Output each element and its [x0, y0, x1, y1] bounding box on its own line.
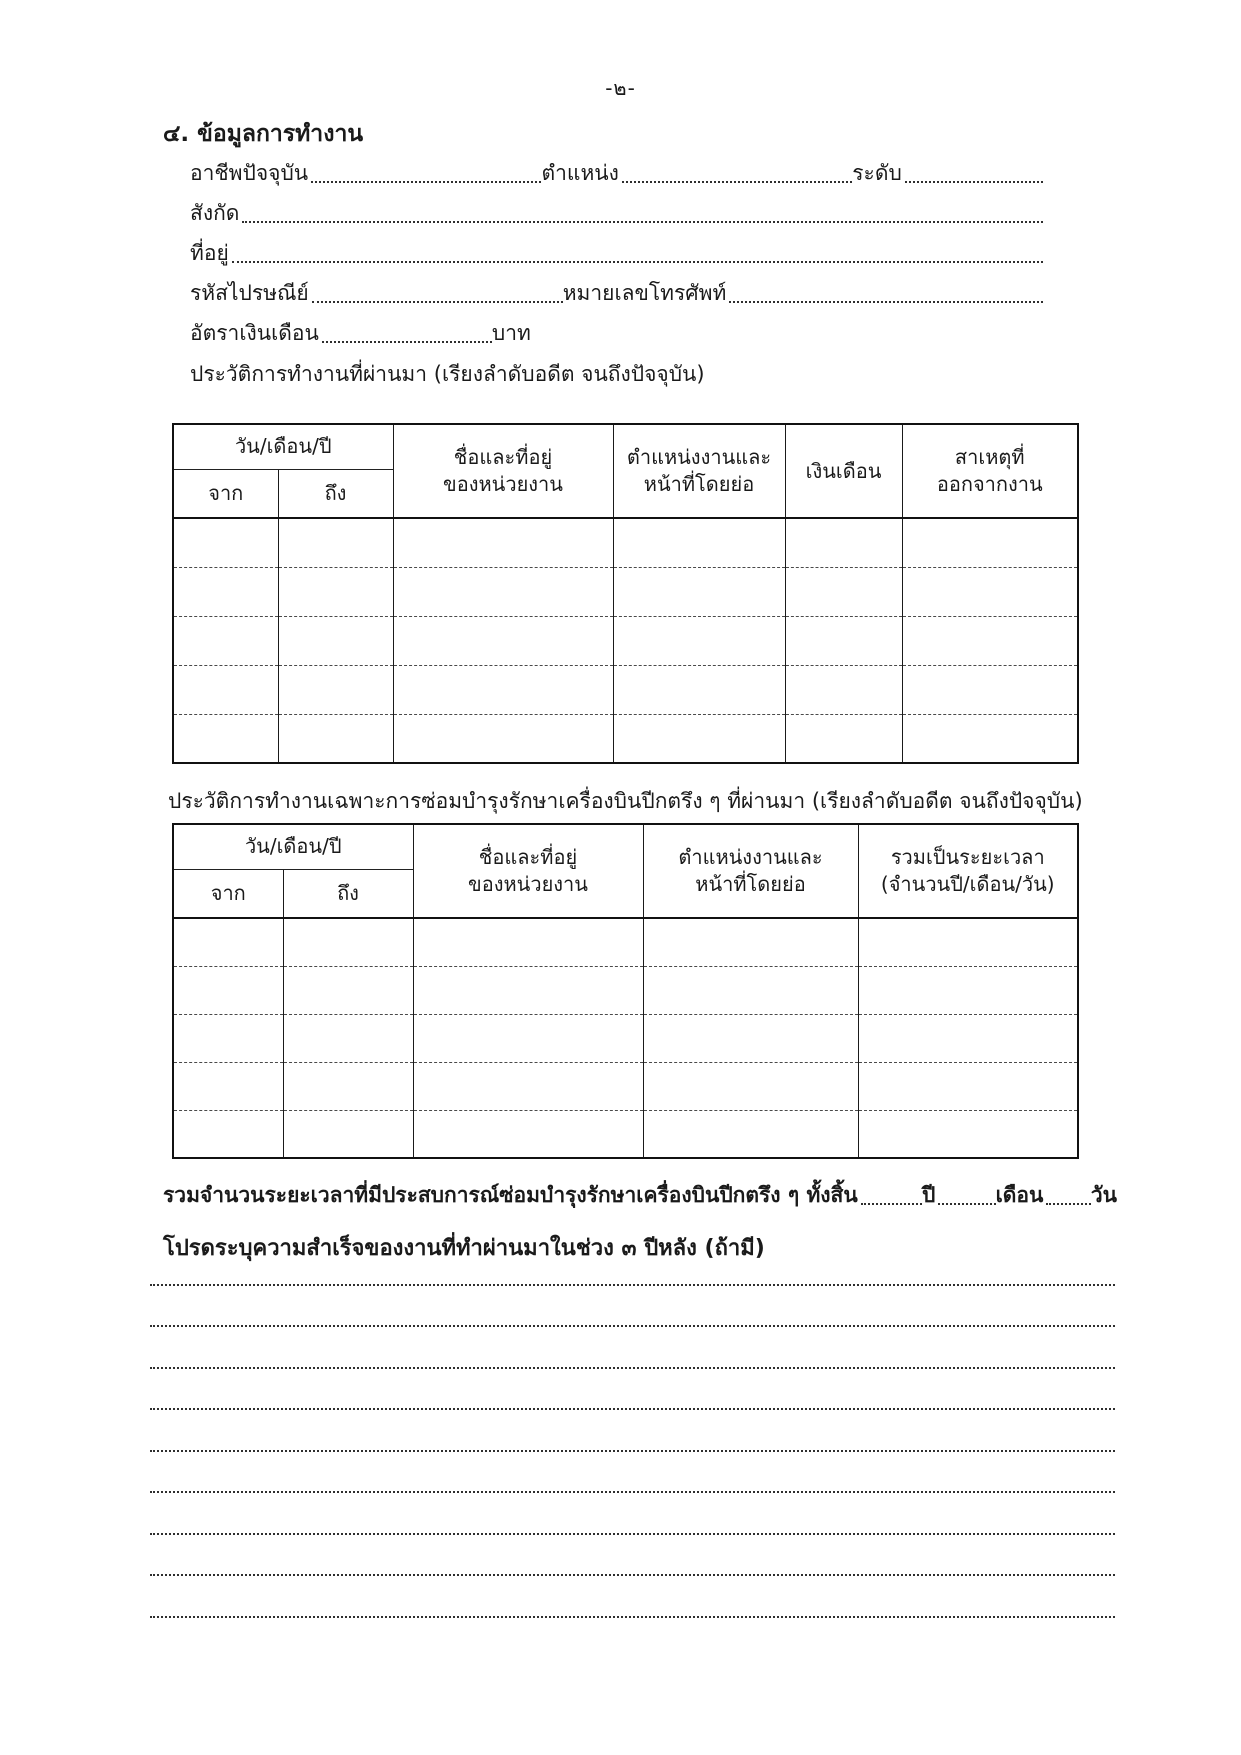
empty-cell: [173, 1014, 283, 1062]
empty-cell: [173, 518, 278, 567]
empty-cell: [278, 518, 393, 567]
header-from: จาก: [173, 869, 283, 918]
empty-cell: [173, 714, 278, 763]
header-position-line1: ตำแหน่งงานและ: [678, 845, 823, 869]
empty-cell: [413, 966, 643, 1014]
header-row: [173, 424, 1078, 469]
empty-cell: [613, 714, 785, 763]
months-label: เดือน: [995, 1183, 1044, 1207]
empty-cell: [278, 616, 393, 665]
table-row: [173, 567, 1078, 616]
months-fill-line: [938, 1203, 995, 1205]
telephone-fill-line: [729, 301, 1043, 303]
empty-cell: [858, 1110, 1078, 1158]
table-row: [173, 518, 1078, 567]
empty-cell: [283, 1062, 413, 1110]
writing-line: [150, 1244, 1115, 1286]
empty-cell: [393, 665, 613, 714]
empty-cell: [643, 918, 858, 966]
field-row-address: [190, 228, 1043, 268]
header-position: [643, 824, 858, 918]
writing-line: [150, 1452, 1115, 1494]
writing-line: [150, 1369, 1115, 1411]
empty-cell: [902, 616, 1078, 665]
experience-summary-text: รวมจำนวนระยะเวลาที่มีประสบการณ์ซ่อมบำรุงรักษาเครื่องบินปีกตรึง ๆ ทั้งสิ้น: [163, 1183, 858, 1207]
empty-cell: [283, 966, 413, 1014]
postal-code-label: รหัสไปรษณีย์: [190, 281, 309, 305]
empty-cell: [173, 1110, 283, 1158]
empty-cell: [643, 1062, 858, 1110]
position-fill-line: [622, 181, 852, 183]
empty-cell: [393, 714, 613, 763]
writing-line: [150, 1535, 1115, 1577]
table-row: [173, 918, 1078, 966]
achievements-writing-area: [150, 1244, 1115, 1618]
table-row: [173, 966, 1078, 1014]
empty-cell: [413, 1014, 643, 1062]
days-fill-line: [1046, 1203, 1090, 1205]
empty-cell: [613, 616, 785, 665]
salary-label: อัตราเงินเดือน: [190, 321, 319, 345]
empty-cell: [278, 665, 393, 714]
header-date-group: วัน/เดือน/ปี: [173, 824, 413, 869]
header-organization: [393, 424, 613, 518]
empty-cell: [613, 518, 785, 567]
empty-cell: [283, 1014, 413, 1062]
empty-cell: [643, 966, 858, 1014]
empty-cell: [173, 1062, 283, 1110]
empty-cell: [785, 665, 902, 714]
empty-cell: [393, 616, 613, 665]
table-row: [173, 616, 1078, 665]
occupation-label: อาชีพปัจจุบัน: [190, 161, 309, 185]
header-to: ถึง: [278, 469, 393, 518]
empty-cell: [613, 665, 785, 714]
writing-line: [150, 1327, 1115, 1369]
empty-cell: [173, 567, 278, 616]
salary-fill-line: [322, 341, 492, 343]
address-label: ที่อยู่: [190, 241, 229, 265]
empty-cell: [902, 714, 1078, 763]
affiliation-label: สังกัด: [190, 201, 240, 225]
header-row: [173, 824, 1078, 869]
empty-cell: [393, 518, 613, 567]
empty-cell: [413, 1110, 643, 1158]
maintenance-history-table: [172, 823, 1079, 1159]
header-organization-line2: ของหน่วยงาน: [468, 872, 588, 896]
header-reason-line2: ออกจากงาน: [936, 472, 1043, 496]
achievements-heading: โปรดระบุความสำเร็จของงานที่ทำผ่านมาในช่วง ๓ ปีหลัง (ถ้ามี): [163, 1236, 765, 1261]
header-to: ถึง: [283, 869, 413, 918]
field-row-affiliation: [190, 188, 1043, 228]
header-organization-line1: ชื่อและที่อยู่: [478, 845, 578, 869]
empty-cell: [173, 665, 278, 714]
position-label: ตำแหน่ง: [541, 161, 619, 185]
experience-summary-line: [163, 1180, 1120, 1210]
empty-cell: [785, 714, 902, 763]
level-label: ระดับ: [852, 161, 902, 185]
header-salary: เงินเดือน: [785, 424, 902, 518]
empty-cell: [173, 966, 283, 1014]
header-position-line2: หน้าที่โดยย่อ: [695, 872, 806, 896]
telephone-label: หมายเลขโทรศัพท์: [562, 281, 727, 305]
empty-cell: [902, 665, 1078, 714]
empty-cell: [278, 567, 393, 616]
writing-line: [150, 1286, 1115, 1328]
maintenance-history-body: [173, 918, 1078, 1158]
empty-cell: [413, 1062, 643, 1110]
header-duration-line1: รวมเป็นระยะเวลา: [890, 845, 1045, 869]
empty-cell: [785, 616, 902, 665]
empty-cell: [393, 567, 613, 616]
table-row: [173, 1014, 1078, 1062]
table-row: [173, 714, 1078, 763]
work-history-table: [172, 423, 1079, 764]
empty-cell: [858, 1014, 1078, 1062]
empty-cell: [173, 918, 283, 966]
work-history-title: ประวัติการทำงานที่ผ่านมา (เรียงลำดับอดีต จนถึงปัจจุบัน): [190, 362, 705, 386]
years-fill-line: [861, 1203, 922, 1205]
empty-cell: [283, 1110, 413, 1158]
empty-cell: [858, 966, 1078, 1014]
empty-cell: [902, 518, 1078, 567]
field-row-postal-phone: [190, 268, 1043, 308]
field-row-occupation: [190, 148, 1043, 188]
empty-cell: [785, 567, 902, 616]
header-duration-line2: (จำนวนปี/เดือน/วัน): [880, 872, 1055, 896]
empty-cell: [278, 714, 393, 763]
work-info-fields: [190, 148, 1043, 348]
empty-cell: [858, 1062, 1078, 1110]
header-from: จาก: [173, 469, 278, 518]
table-row: [173, 1110, 1078, 1158]
empty-cell: [902, 567, 1078, 616]
header-position-line1: ตำแหน่งงานและ: [626, 445, 772, 469]
address-fill-line: [232, 261, 1043, 263]
header-position-line2: หน้าที่โดยย่อ: [643, 472, 755, 496]
field-row-salary: [190, 308, 1043, 348]
empty-cell: [173, 616, 278, 665]
work-history-body: [173, 518, 1078, 763]
empty-cell: [643, 1014, 858, 1062]
table-row: [173, 665, 1078, 714]
header-organization-line1: ชื่อและที่อยู่: [453, 445, 553, 469]
header-date-group: วัน/เดือน/ปี: [173, 424, 393, 469]
header-organization-line2: ของหน่วยงาน: [443, 472, 563, 496]
empty-cell: [413, 918, 643, 966]
postal-code-fill-line: [312, 301, 563, 303]
maintenance-history-title: ประวัติการทำงานเฉพาะการซ่อมบำรุงรักษาเครื่องบินปีกตรึง ๆ ที่ผ่านมา (เรียงลำดับอดีต จนถึงปัจจุบัน): [168, 789, 1083, 813]
section-title: ๔. ข้อมูลการทำงาน: [163, 121, 364, 147]
empty-cell: [613, 567, 785, 616]
empty-cell: [643, 1110, 858, 1158]
header-duration: [858, 824, 1078, 918]
header-organization: [413, 824, 643, 918]
empty-cell: [283, 918, 413, 966]
writing-line: [150, 1410, 1115, 1452]
writing-line: [150, 1576, 1115, 1618]
baht-label: บาท: [491, 321, 531, 345]
page-number: -๒-: [605, 76, 636, 100]
years-label: ปี: [921, 1183, 936, 1207]
header-reason: [902, 424, 1078, 518]
affiliation-fill-line: [242, 221, 1043, 223]
level-fill-line: [905, 181, 1043, 183]
occupation-fill-line: [311, 181, 541, 183]
empty-cell: [785, 518, 902, 567]
header-reason-line1: สาเหตุที่: [954, 445, 1025, 469]
days-label: วัน: [1090, 1183, 1118, 1207]
writing-line: [150, 1493, 1115, 1535]
header-position: [613, 424, 785, 518]
table-row: [173, 1062, 1078, 1110]
empty-cell: [858, 918, 1078, 966]
